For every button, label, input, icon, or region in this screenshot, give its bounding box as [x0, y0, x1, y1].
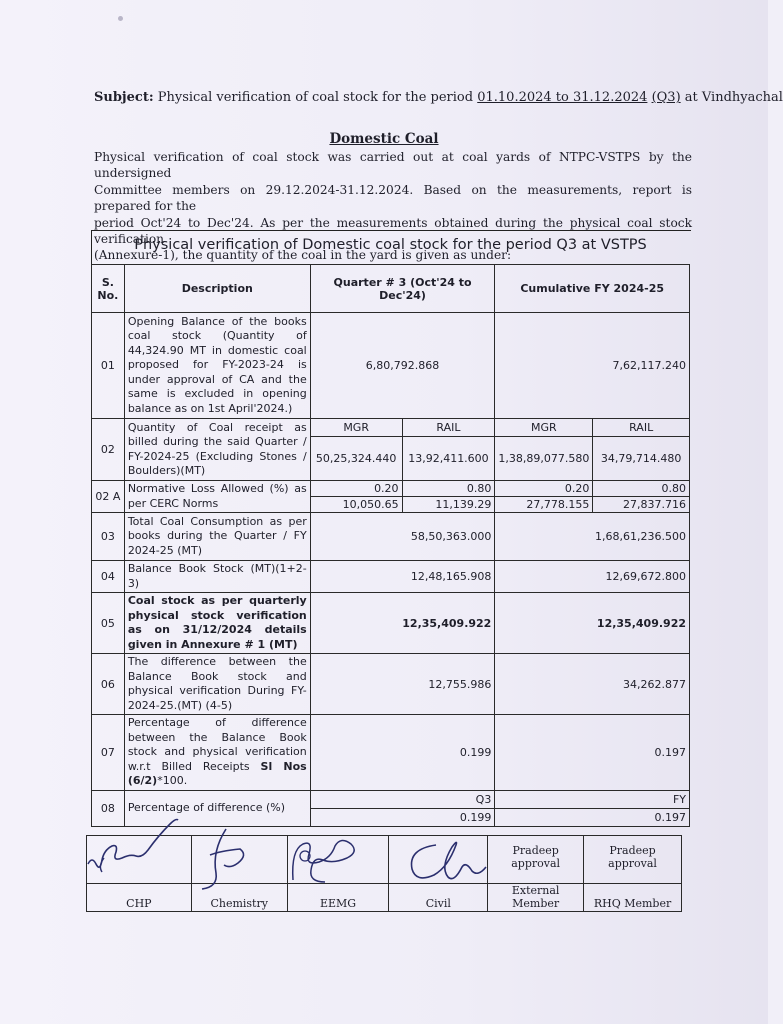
punch-mark: [118, 16, 123, 21]
header-description: Description: [124, 265, 310, 313]
q3-mgr-label: MGR: [310, 419, 402, 437]
signature-row: [87, 836, 682, 884]
table-title: Physical verification of Domestic coal stock for the period Q3 at VSTPS: [134, 237, 647, 253]
q3-value: 58,50,363.000: [310, 513, 495, 561]
header-quarter: Quarter # 3 (Oct'24 to Dec'24): [310, 265, 495, 313]
signature-label-row: [87, 884, 682, 912]
q3-mgr-loss: 10,050.65: [310, 497, 402, 513]
table-row: [92, 593, 690, 654]
subject-period: 01.10.2024 to 31.12.2024: [477, 90, 648, 105]
row-description: Balance Book Stock (MT)(1+2-3): [124, 561, 310, 593]
row-number: 08: [92, 790, 125, 826]
row-description: The difference between the Balance Book stock and physical verification During FY-2024-25.(MT) (4-5): [124, 654, 310, 715]
q3-label: Q3: [310, 790, 495, 808]
subject-quarter: (Q3): [651, 90, 681, 105]
table-row: [92, 790, 690, 808]
row-number: 05: [92, 593, 125, 654]
fy-value: 12,35,409.922: [495, 593, 690, 654]
table-row: [92, 561, 690, 593]
q3-value: 6,80,792.868: [310, 313, 495, 419]
fy-value: 0.197: [495, 808, 690, 826]
fy-label: FY: [495, 790, 690, 808]
fy-mgr-loss: 27,778.155: [495, 497, 593, 513]
row-description: Total Coal Consumption as per books during the Quarter / FY 2024-25 (MT): [124, 513, 310, 561]
table-row: [92, 419, 690, 437]
label-external-member: External Member: [488, 884, 584, 912]
label-eemg: EEMG: [287, 884, 389, 912]
paragraph-line: period Oct'24 to Dec'24. As per the measurements obtained during the physical coal stock verification: [94, 215, 692, 247]
q3-value: 12,755.986: [310, 654, 495, 715]
label-chp: CHP: [87, 884, 192, 912]
header-sno: S. No.: [92, 265, 125, 313]
table-row: [92, 654, 690, 715]
row-number: 02: [92, 419, 125, 481]
subject-location: at Vindhyachal: [684, 90, 783, 105]
header-cumulative: Cumulative FY 2024-25: [495, 265, 690, 313]
row-description-tail: *100.: [157, 774, 188, 787]
fy-value: 34,262.877: [495, 654, 690, 715]
fy-mgr-percent: 0.20: [495, 481, 593, 497]
label-chemistry: Chemistry: [191, 884, 287, 912]
paragraph-line: (Annexure-1), the quantity of the coal in the yard is given as under:: [94, 248, 512, 263]
label-rhq-member: RHQ Member: [584, 884, 682, 912]
signature-table: [86, 835, 682, 912]
row-description: Quantity of Coal receipt as billed during the said Quarter / FY-2024-25 (Excluding Stones / Boulders)(MT): [124, 419, 310, 481]
q3-rail-loss: 11,139.29: [402, 497, 495, 513]
row-number: 07: [92, 715, 125, 791]
table-row: [92, 481, 690, 497]
signature-civil: [389, 836, 488, 884]
subject-line: [94, 90, 783, 105]
row-description: Coal stock as per quarterly physical stock verification as on 31/12/2024 details given in Annexure # 1 (MT): [124, 593, 310, 654]
fy-rail-value: 34,79,714.480: [593, 437, 690, 481]
row-description: Opening Balance of the books coal stock (Quantity of 44,324.90 MT in domestic coal proposed for FY-2023-24 is under approval of CA and the same is excluded in opening balance as on 1st April'2024.): [124, 313, 310, 419]
row-description: Percentage of difference (%): [124, 790, 310, 826]
fy-rail-loss: 27,837.716: [593, 497, 690, 513]
signature-eemg: [287, 836, 389, 884]
fy-mgr-label: MGR: [495, 419, 593, 437]
fy-value: 1,68,61,236.500: [495, 513, 690, 561]
external-approval-note: Pradeep approval: [488, 836, 584, 884]
row-description: Normative Loss Allowed (%) as per CERC Norms: [124, 481, 310, 513]
paragraph-line: Committee members on 29.12.2024-31.12.2024. Based on the measurements, report is prepared for the: [94, 182, 692, 214]
signature-chemistry: [191, 836, 287, 884]
paragraph-line: Physical verification of coal stock was carried out at coal yards of NTPC-VSTPS by the undersigned: [94, 150, 692, 181]
q3-mgr-percent: 0.20: [310, 481, 402, 497]
coal-stock-table: [91, 264, 690, 827]
signature-chp: [87, 836, 192, 884]
table-row: [92, 313, 690, 419]
q3-value: 12,35,409.922: [310, 593, 495, 654]
q3-rail-percent: 0.80: [402, 481, 495, 497]
q3-value: 0.199: [310, 715, 495, 791]
fy-rail-label: RAIL: [593, 419, 690, 437]
row-description-formula: Sl Nos (6/2): [127, 759, 307, 787]
q3-value: 0.199: [310, 808, 495, 826]
rhq-approval-note: Pradeep approval: [584, 836, 682, 884]
label-civil: Civil: [389, 884, 488, 912]
fy-rail-percent: 0.80: [593, 481, 690, 497]
row-number: 01: [92, 313, 125, 419]
fy-value: 7,62,117.240: [495, 313, 690, 419]
table-row: [92, 715, 690, 791]
table-header-row: [92, 265, 690, 313]
row-description: [124, 715, 310, 791]
row-number: 02 A: [92, 481, 125, 513]
row-number: 03: [92, 513, 125, 561]
subject-text: Physical verification of coal stock for the period: [157, 90, 474, 105]
row-description-main: Percentage of difference between the Balance Book stock and physical verification w.r.t Billed Receipts: [127, 716, 307, 773]
row-number: 06: [92, 654, 125, 715]
fy-value: 12,69,672.800: [495, 561, 690, 593]
q3-value: 12,48,165.908: [310, 561, 495, 593]
q3-rail-label: RAIL: [402, 419, 495, 437]
section-heading: Domestic Coal: [329, 131, 439, 147]
fy-value: 0.197: [495, 715, 690, 791]
fy-mgr-value: 1,38,89,077.580: [495, 437, 593, 481]
row-number: 04: [92, 561, 125, 593]
subject-label: Subject:: [94, 90, 154, 105]
table-row: [92, 513, 690, 561]
q3-rail-value: 13,92,411.600: [402, 437, 495, 481]
q3-mgr-value: 50,25,324.440: [310, 437, 402, 481]
